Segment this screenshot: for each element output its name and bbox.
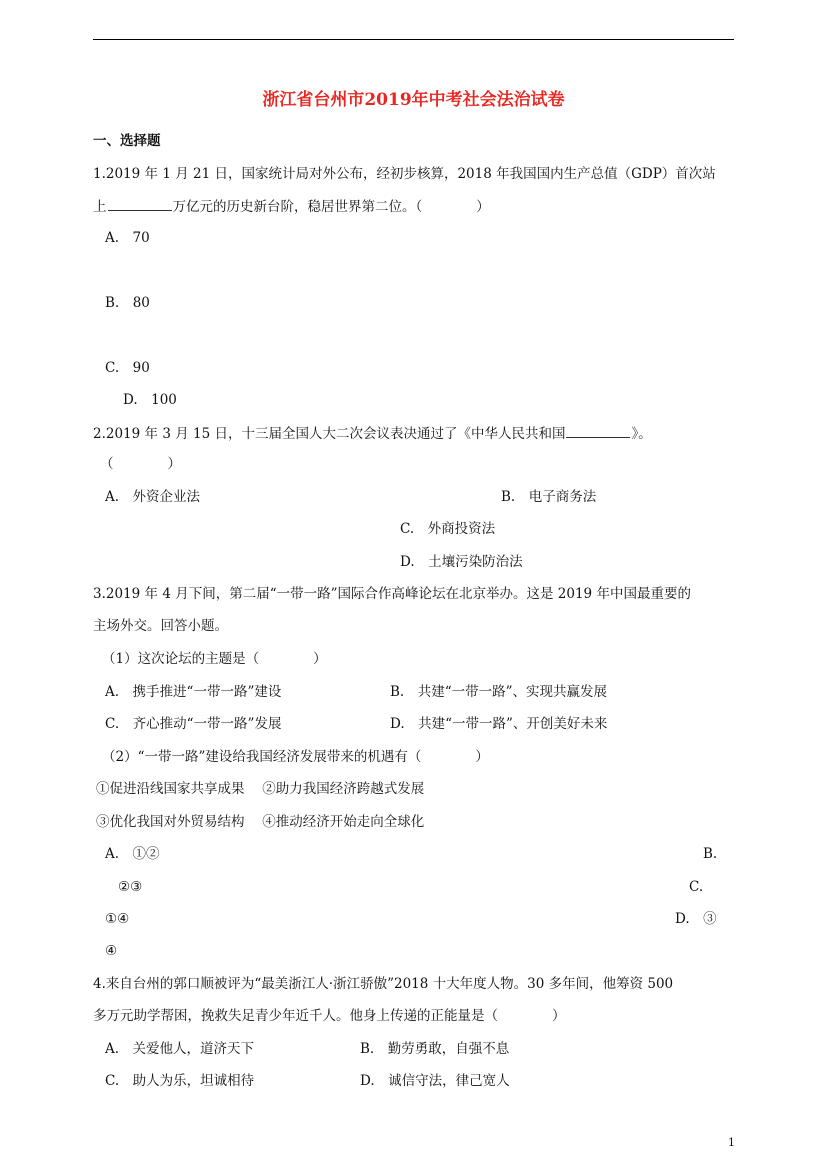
q3-sub2-statements-1: ①促进沿线国家共享成果 ②助力我国经济跨越式发展	[96, 781, 425, 797]
q1-stem-line1: 1.2019 年 1 月 21 日，国家统计局对外公布，经初步核算，2018 年我国国内生产总值（GDP）首次站	[93, 166, 716, 182]
q3-sub2-option-c-value: ①④	[105, 911, 130, 927]
q2-option-b[interactable]: B. 电子商务法	[501, 489, 597, 505]
q4-option-a[interactable]: A. 关爱他人，道济天下	[105, 1041, 255, 1057]
q4-stem-line1: 4.来自台州的郭口顺被评为“最美浙江人·浙江骄傲”2018 十大年度人物。30 多年间，他筹资 500	[93, 976, 674, 992]
q4-option-d[interactable]: D. 诚信守法，律己宽人	[360, 1073, 510, 1089]
q2-blank	[566, 424, 630, 438]
q1-option-c[interactable]: C. 90	[105, 360, 150, 376]
q3-sub2-statements-2: ③优化我国对外贸易结构 ④推动经济开始走向全球化	[96, 814, 425, 830]
q1-option-a[interactable]: A. 70	[105, 230, 150, 246]
q3-sub2-stem: （2）“一带一路”建设给我国经济发展带来的机遇有（ ）	[102, 749, 489, 765]
q3-sub2-option-a[interactable]: A. ①②	[105, 846, 160, 862]
q1-blank	[108, 197, 172, 211]
q3-sub2-option-b-value: ②③	[118, 879, 143, 895]
q3-sub2-option-d-label[interactable]: D. ③	[675, 911, 717, 927]
q2-option-c[interactable]: C. 外商投资法	[400, 521, 496, 537]
q1-option-d[interactable]: D. 100	[123, 392, 177, 408]
q3-sub1-option-c[interactable]: C. 齐心推动“一带一路”发展	[105, 716, 282, 732]
q2-stem-line1	[93, 424, 652, 442]
q3-sub1-option-d[interactable]: D. 共建“一带一路”、开创美好未来	[390, 716, 608, 732]
q4-option-c[interactable]: C. 助人为乐，坦诚相待	[105, 1073, 255, 1089]
q1-stem-line2	[93, 197, 490, 215]
page-number: 1	[728, 1136, 735, 1149]
q1-stem-pre: 上	[93, 199, 107, 215]
q3-sub1-option-a[interactable]: A. 携手推进“一带一路”建设	[105, 684, 282, 700]
q2-stem-pre: 2.2019 年 3 月 15 日，十三届全国人大二次会议表决通过了《中华人民共和国	[93, 426, 566, 442]
q3-sub2-option-c-label[interactable]: C.	[689, 879, 704, 895]
q2-option-d[interactable]: D. 土壤污染防治法	[400, 554, 523, 570]
q3-stem-line1: 3.2019 年 4 月下间，第二届“一带一路”国际合作高峰论坛在北京举办。这是 2019 年中国最重要的	[93, 586, 691, 602]
q3-stem-line2: 主场外交。回答小题。	[93, 618, 228, 634]
q3-sub2-option-b-label[interactable]: B.	[703, 846, 718, 862]
q2-stem-line2: （ ）	[100, 456, 181, 472]
q2-stem-post: 》。	[631, 426, 652, 442]
q4-option-b[interactable]: B. 勤劳勇敢，自强不息	[360, 1041, 510, 1057]
section-heading: 一、选择题	[93, 133, 161, 149]
q3-sub1-option-b[interactable]: B. 共建“一带一路”、实现共赢发展	[390, 684, 608, 700]
q2-option-a[interactable]: A. 外资企业法	[105, 489, 201, 505]
page-title: 浙江省台州市2019年中考社会法治试卷	[262, 90, 565, 110]
q3-sub2-option-d-value: ④	[105, 943, 118, 959]
q4-stem-line2: 多万元助学帮困，挽救失足青少年近千人。他身上传递的正能量是（ ）	[93, 1008, 566, 1024]
q1-option-b[interactable]: B. 80	[105, 295, 150, 311]
header-rule	[93, 39, 734, 40]
q3-sub1-stem: （1）这次论坛的主题是（ ）	[102, 651, 327, 667]
q1-stem-post: 万亿元的历史新台阶，稳居世界第二位。（ ）	[172, 199, 490, 215]
